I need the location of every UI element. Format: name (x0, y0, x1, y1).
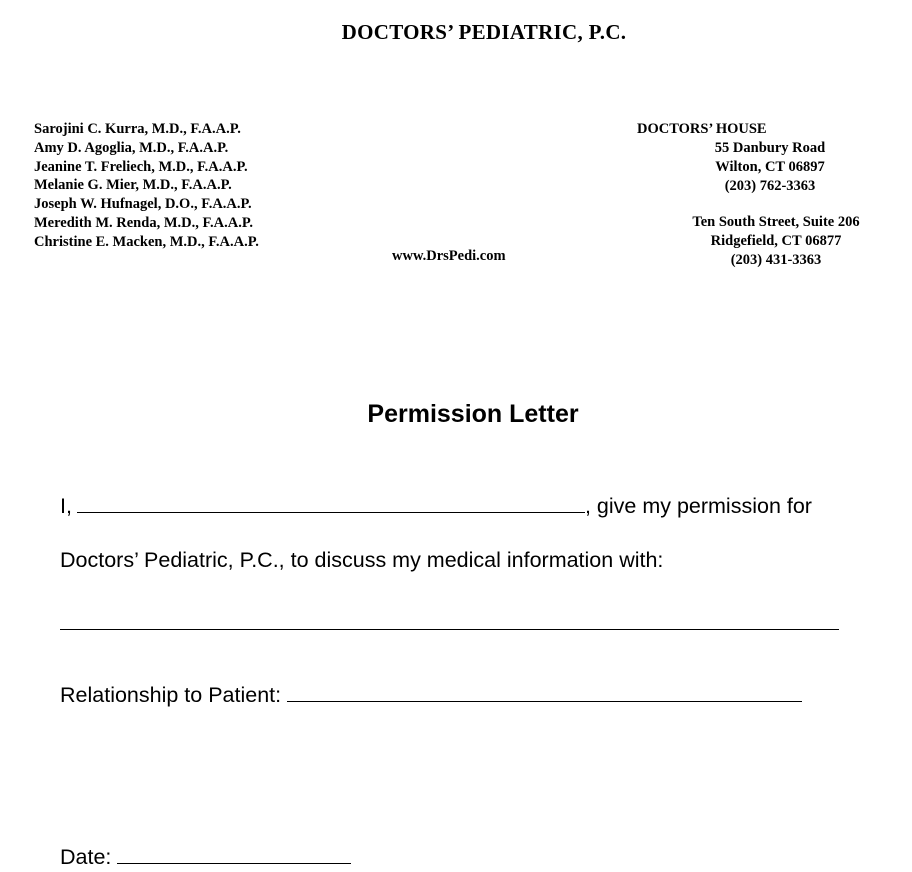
office-ridgefield-address (620, 213, 912, 270)
relationship-label: Relationship to Patient: (60, 683, 282, 707)
physician-name: Christine E. Macken, M.D., F.A.A.P. (34, 233, 259, 250)
office-street: 55 Danbury Road (714, 140, 826, 156)
permission-line (60, 494, 812, 519)
permission-suffix: , give my permission for (584, 494, 812, 518)
date-line (60, 845, 351, 870)
office-city: Wilton, CT 06897 (715, 159, 825, 175)
date-label: Date: (60, 845, 112, 869)
physician-name: Amy D. Agoglia, M.D., F.A.A.P. (34, 139, 229, 156)
physician-name: Melanie G. Mier, M.D., F.A.A.P. (34, 177, 232, 194)
relationship-field[interactable] (287, 700, 802, 702)
office-street: Ten South Street, Suite 206 (692, 214, 860, 230)
physician-name: Joseph W. Hufnagel, D.O., F.A.A.P. (34, 196, 252, 213)
disclosure-text (60, 548, 663, 573)
office-name: DOCTORS’ HOUSE (637, 121, 767, 137)
physician-name: Sarojini C. Kurra, M.D., F.A.A.P. (34, 121, 241, 137)
authorized-person-field[interactable] (60, 629, 839, 630)
letter-title: Permission Letter (367, 400, 579, 428)
practice-name: DOCTORS’ PEDIATRIC, P.C. (341, 20, 627, 44)
physician-name: Jeanine T. Freliech, M.D., F.A.A.P. (34, 158, 248, 175)
physician-list (34, 120, 259, 252)
relationship-line (60, 683, 802, 708)
office-wilton-address (600, 120, 880, 196)
disclosure-sentence: Doctors’ Pediatric, P.C., to discuss my medical information with: (60, 548, 664, 572)
permission-prefix: I, (60, 494, 72, 518)
patient-name-field[interactable] (77, 511, 585, 513)
office-phone: (203) 431-3363 (730, 252, 822, 268)
date-field[interactable] (117, 862, 351, 864)
physician-name: Meredith M. Renda, M.D., F.A.A.P. (34, 214, 253, 231)
website-link[interactable]: www.DrsPedi.com (392, 248, 506, 264)
office-phone: (203) 762-3363 (724, 178, 816, 194)
office-city: Ridgefield, CT 06877 (710, 233, 842, 249)
